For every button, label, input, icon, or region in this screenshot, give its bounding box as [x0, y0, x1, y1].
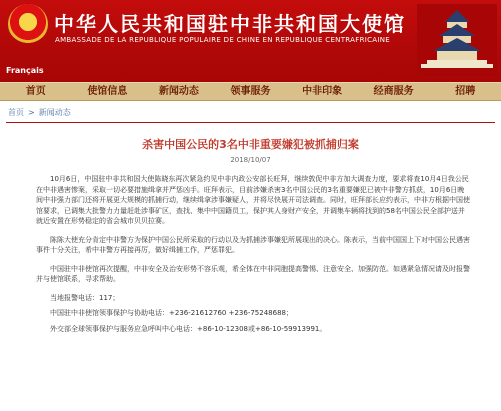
article-paragraph: 陈陈大使充分肯定中非警方为保护中国公民所采取的行动以及为抓捕涉事嫌犯所展现出的决心。陈表示，当前中国国上下对中国公民遇害事件十分关注，希中非警方再接再厉，做好缉捕工作，严惩罪犯。 — [36, 235, 470, 254]
breadcrumb — [8, 106, 493, 118]
nav-item-embassy-info[interactable]: 使馆信息 — [87, 86, 128, 97]
contact-line: 中国驻中非使馆领事保护与协助电话：+236-21612760 +236-75248688； — [50, 309, 293, 317]
nav-item-consular[interactable]: 领事服务 — [230, 86, 271, 97]
breadcrumb-home-link[interactable]: 首页 — [8, 107, 24, 117]
nav-item-impression[interactable]: 中非印象 — [302, 86, 343, 97]
national-emblem-icon — [8, 4, 48, 44]
breadcrumb-news-link[interactable]: 新闻动态 — [38, 107, 71, 117]
nav-item-business[interactable]: 经商服务 — [373, 86, 414, 97]
contact-line: 外交部全球领事保护与服务应急呼叫中心电话：+86-10-12308或+86-10-59913991。 — [50, 324, 327, 333]
nav-item-recruit[interactable]: 招聘 — [455, 86, 476, 97]
article-title: 杀害中国公民的3名中非重要嫌犯被抓捕归案 — [142, 138, 359, 151]
main-nav — [0, 82, 501, 101]
breadcrumb-separator-icon: > — [28, 107, 35, 117]
contact-line: 当地报警电话：117； — [50, 293, 120, 302]
site-subtitle: AMBASSADE DE LA REPUBLIQUE POPULAIRE DE CHINE EN REPUBLIQUE CENTRAFRICAINE — [55, 36, 391, 44]
site-header — [0, 0, 501, 82]
site-title: 中华人民共和国驻中非共和国大使馆 — [54, 12, 406, 36]
nav-item-home[interactable]: 首页 — [25, 86, 46, 97]
article-paragraph: 中国驻中非使馆再次提醒，中非安全及治安形势不容乐观，希全体在中非同胞提高警惕、注意安全、加强防范。如遇紧急情况请及时报警并与使馆联系，寻求帮助。 — [36, 264, 470, 283]
temple-of-heaven-icon — [417, 4, 497, 76]
nav-item-news[interactable]: 新闻动态 — [158, 86, 199, 97]
article-body — [0, 174, 501, 334]
article-date: 2018/10/07 — [230, 156, 271, 164]
divider — [6, 122, 495, 123]
article-paragraph: 10月6日，中国驻中非共和国大使陈晓东再次紧急约见中非内政公安部长旺拜，继续敦促中非方加大调查力度，要求将查10月4日我公民在中非遇害惨案，采取一切必要措施缉拿并严惩凶手。旺拜表示，目前涉嫌杀害3名中国公民的3名重要嫌犯已被中非警方抓获，10月6日晚间中非强力部门还将开展更大规模的抓捕行动，继续缉拿涉事嫌疑人，并将尽快展开司法调查。同时，旺拜部长应约表示，中非方根据中国使馆要求，已调集大批警力力量赶赴涉事矿区，查找、集中中国籍员工，保护其人身财产安全，并调集车辆将找到的58名中国公民全部护送并就近安置在形势稳定的省会城市贝贝拉赛。 — [36, 175, 470, 225]
language-link-french[interactable]: Français — [6, 66, 44, 75]
